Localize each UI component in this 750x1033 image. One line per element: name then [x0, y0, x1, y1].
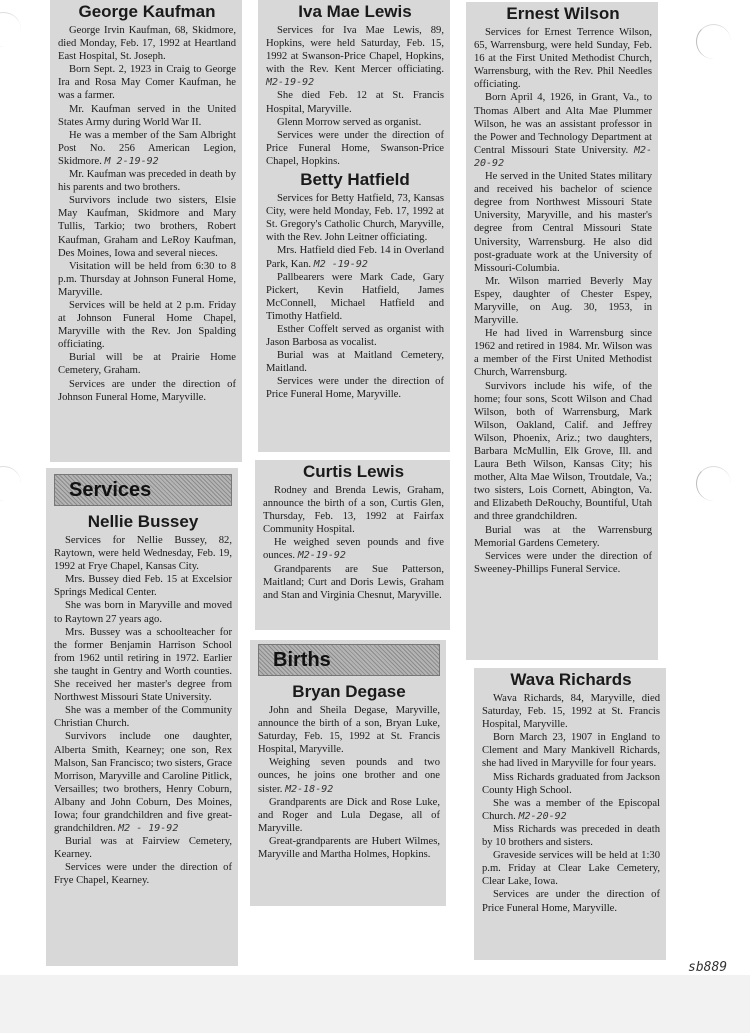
obituary-betty-hatfield — [266, 170, 444, 402]
paragraph: Miss Richards was preceded in death by 10 brothers and sisters. — [482, 823, 660, 849]
obituary-wava-richards — [474, 668, 666, 960]
obituary-george-kaufman — [50, 0, 242, 462]
paragraph: He served in the United States military and received his bachelor of science degree from Northwest Missouri State University, Maryville, and his master's degree from Central Missouri State University, Warrensburg. He also did post-graduate work at the University of Missouri-Columbia. — [474, 171, 652, 274]
handwritten-date: M2-20-92 — [518, 810, 567, 822]
binder-hole-mark — [0, 466, 21, 501]
paragraph: Graveside services will be held at 1:30 p.m. Friday at Clear Lake Cemetery, Clear Lake, Iowa. — [482, 850, 660, 888]
headline: Bryan Degase — [292, 682, 406, 701]
paragraph: Grandparents are Dick and Rose Luke, and Roger and Lula Degase, all of Maryville. — [258, 796, 440, 834]
binder-hole-mark — [0, 12, 21, 47]
paragraph: Burial was at the Warrensburg Memorial Gardens Cemetery. — [474, 524, 652, 549]
paragraph: Born Sept. 2, 1923 in Craig to George Ira and Rosa May Comer Kaufman, he was a farmer. — [58, 64, 236, 102]
headline: Nellie Bussey — [87, 512, 199, 531]
paragraph — [258, 756, 440, 795]
paragraph — [266, 24, 444, 89]
paragraph-text: Survivors include one daughter, Alberta Smith, Kearney; one son, Rex Malson, San Francisco; two sisters, Grace Morrison, Maryville and Caroline Pitlick, Versailles; two brothers, Henry Coburn, Albany and John Coburn, Des Moines, Iowa; four grandchildren and five great-grandchildren. — [54, 731, 232, 835]
paragraph: Burial was at Maitland Cemetery, Maitland. — [266, 350, 444, 375]
paragraph — [263, 536, 444, 562]
paragraph: Services were under the direction of Price Funeral Home, Maryville. — [266, 376, 444, 401]
headline: Wava Richards — [510, 670, 632, 689]
paragraph: Mr. Kaufman served in the United States Army during World War II. — [58, 103, 236, 128]
paragraph: Miss Richards graduated from Jackson County High School. — [482, 771, 660, 796]
headline: George Kaufman — [78, 2, 216, 21]
binder-hole-mark — [696, 24, 731, 59]
paragraph: Services are under the direction of Price Funeral Home, Maryville. — [482, 889, 660, 914]
paragraph: Glenn Morrow served as organist. — [277, 116, 422, 128]
handwritten-date: M2 -19-92 — [313, 258, 368, 270]
paragraph: Wava Richards, 84, Maryville, died Saturday, Feb. 15, 1992 at St. Francis Hospital, Maryville. — [482, 693, 660, 731]
paragraph — [58, 129, 236, 168]
handwritten-date: M2-18-92 — [285, 783, 334, 795]
paragraph: Great-grandparents are Hubert Wilmes, Maryville and Martha Holmes, Hopkins. — [258, 835, 440, 861]
paragraph: Mr. Kaufman was preceded in death by his parents and two brothers. — [58, 169, 236, 194]
handwritten-date: M2 - 19-92 — [118, 823, 179, 835]
paragraph: Born March 23, 1907 in England to Clement and Mary Mankivell Richards, she had lived in Maryville for four years. — [482, 732, 660, 770]
headline: Betty Hatfield — [300, 170, 410, 190]
paragraph: Mrs. Bussey died Feb. 15 at Excelsior Springs Medical Center. — [54, 574, 232, 599]
section-banner-services: Services — [54, 474, 232, 506]
page-number: sb889 — [688, 960, 728, 975]
headline: Curtis Lewis — [302, 462, 405, 481]
paragraph: Rodney and Brenda Lewis, Graham, announce the birth of a son, Curtis Glen, Thursday, Feb. 13, 1992 at Fairfax Community Hospital. — [263, 485, 444, 536]
binder-hole-mark — [696, 466, 731, 501]
obituary-ernest-wilson — [466, 2, 658, 660]
obituary-iva-mae-lewis — [258, 0, 450, 452]
paragraph: Survivors include his wife, of the home; four sons, Scott Wilson and Chad Wilson, both of Warrensburg, Mark Wilson, Oakland, Calif. and Jeffrey Wilson, Phoenix, Ariz.; two daughters, Barbara McMullin, Elk Grove, Ill. and Laura Beth Wilson, Kansas City; his mother, Alta Mae Wilson, Troutdale, Va.; two sisters, Lois Cornett, Abington, Va. and Elizabeth DeRouchy, Bountiful, Utah and three grandchildren. — [474, 380, 652, 523]
paragraph-text: Weighing seven pounds and two ounces, he joins one brother and one sister. — [258, 757, 440, 795]
paragraph — [474, 91, 652, 170]
paragraph — [482, 797, 660, 823]
birth-curtis-lewis — [255, 460, 450, 630]
paragraph-text: Mrs. Hatfield died Feb. 14 in Overland Park, Kan. — [266, 245, 444, 270]
paragraph — [54, 730, 232, 835]
paragraph-text: She was a member of the Episcopal Church. — [482, 797, 660, 822]
paragraph: She was born in Maryville and moved to Raytown 27 years ago. — [54, 600, 232, 625]
paragraph: She died Feb. 12 at St. Francis Hospital, Maryville. — [266, 90, 444, 115]
paragraph: Services were under the direction of Sweeney-Phillips Funeral Service. — [474, 550, 652, 575]
paragraph: George Irvin Kaufman, 68, Skidmore, died Monday, Feb. 17, 1992 at Heartland East Hospital, St. Joseph. — [58, 25, 236, 63]
paragraph: Burial was at Fairview Cemetery, Kearney. — [54, 836, 232, 861]
paragraph: Burial will be at Prairie Home Cemetery, Graham. — [58, 352, 236, 377]
paragraph-text: He was a member of the Sam Albright Post No. 256 American Legion, Skidmore. — [58, 129, 236, 167]
paragraph-text: He weighed seven pounds and five ounces. — [263, 537, 444, 562]
handwritten-date: M2-20-92 — [474, 144, 652, 169]
paragraph: Services for Nellie Bussey, 82, Raytown, were held Wednesday, Feb. 19, 1992 at Frye Chapel, Kansas City. — [54, 535, 232, 573]
birth-bryan-degase — [250, 640, 446, 906]
paragraph: Services for Ernest Terrence Wilson, 65, Warrensburg, were held Sunday, Feb. 16 at the First United Methodist Church, Warrensburg, with the Rev. Phil Needles officiating. — [474, 27, 652, 91]
paragraph: Services for Betty Hatfield, 73, Kansas City, were held Monday, Feb. 17, 1992 at St. Gregory's Catholic Church, Maryville, with the Rev. John Leitner officiating. — [266, 193, 444, 244]
paragraph-text: Born April 4, 1926, in Grant, Va., to Thomas Albert and Alta Mae Plummer Wilson, he was an assistant professor in the Power and Technology Department at Central Missouri State University. — [474, 92, 652, 156]
handwritten-date: M 2-19-92 — [104, 155, 159, 167]
paragraph: Esther Coffelt served as organist with Jason Barbosa as vocalist. — [266, 323, 444, 349]
paragraph: Services were under the direction of Frye Chapel, Kearney. — [54, 862, 232, 887]
headline: Ernest Wilson — [506, 4, 620, 23]
handwritten-date: M2-19-92 — [266, 77, 315, 89]
paragraph: Services are under the direction of Johnson Funeral Home, Maryville. — [58, 378, 236, 403]
paragraph-text: Services for Iva Mae Lewis, 89, Hopkins, were held Saturday, Feb. 15, 1992 at Swanson-Price Chapel, Hopkins, with the Rev. Kent Mercer officiating. — [266, 25, 444, 76]
paragraph: Pallbearers were Mark Cade, Gary Pickert, Kevin Hatfield, James McConnell, Michael Hatfield and Timothy Hatfield. — [266, 271, 444, 322]
paragraph: Services will be held at 2 p.m. Friday at Johnson Funeral Home Chapel, Maryville with the Rev. Jon Spalding officiating. — [58, 299, 236, 351]
page-bottom-margin — [0, 975, 750, 1033]
obituary-nellie-bussey — [46, 468, 238, 966]
paragraph: John and Sheila Degase, Maryville, announce the birth of a son, Bryan Luke, Saturday, Feb. 15, 1992 at St. Francis Hospital, Maryville. — [258, 705, 440, 756]
paragraph: He had lived in Warrensburg since 1962 and retired in 1984. Mr. Wilson was a member of the First United Methodist Church, Warrensburg. — [474, 328, 652, 379]
paragraph: Services were under the direction of Price Funeral Home, Swanson-Price Chapel, Hopkins. — [266, 129, 444, 167]
paragraph: She was a member of the Community Christian Church. — [54, 705, 232, 730]
section-banner-births: Births — [258, 644, 440, 676]
paragraph: Survivors include two sisters, Elsie May Kaufman, Skidmore and Mary Tullis, Tarkio; two brothers, Robert Kaufman, Graham and LeRoy Kaufman, Des Moines, Iowa and several nieces. — [58, 195, 236, 259]
headline: Iva Mae Lewis — [298, 2, 412, 21]
paragraph: Mrs. Bussey was a schoolteacher for the former Benjamin Harrison School from 1962 until retiring in 1972. Earlier she taught in Gentry and Worth counties. She received her master's degree from Northwest Missouri State University. — [54, 626, 232, 704]
paragraph: Mr. Wilson married Beverly May Espey, daughter of Chester Espey, Maryville, on Aug. 30, 1953, in Maryville. — [474, 275, 652, 327]
paragraph — [266, 244, 444, 270]
paragraph: Visitation will be held from 6:30 to 8 p.m. Thursday at Johnson Funeral Home, Maryville. — [58, 260, 236, 298]
handwritten-date: M2-19-92 — [297, 550, 346, 562]
paragraph: Grandparents are Sue Patterson, Maitland; Curt and Doris Lewis, Graham and Stan and Virginia Chesnut, Maryville. — [263, 563, 444, 601]
